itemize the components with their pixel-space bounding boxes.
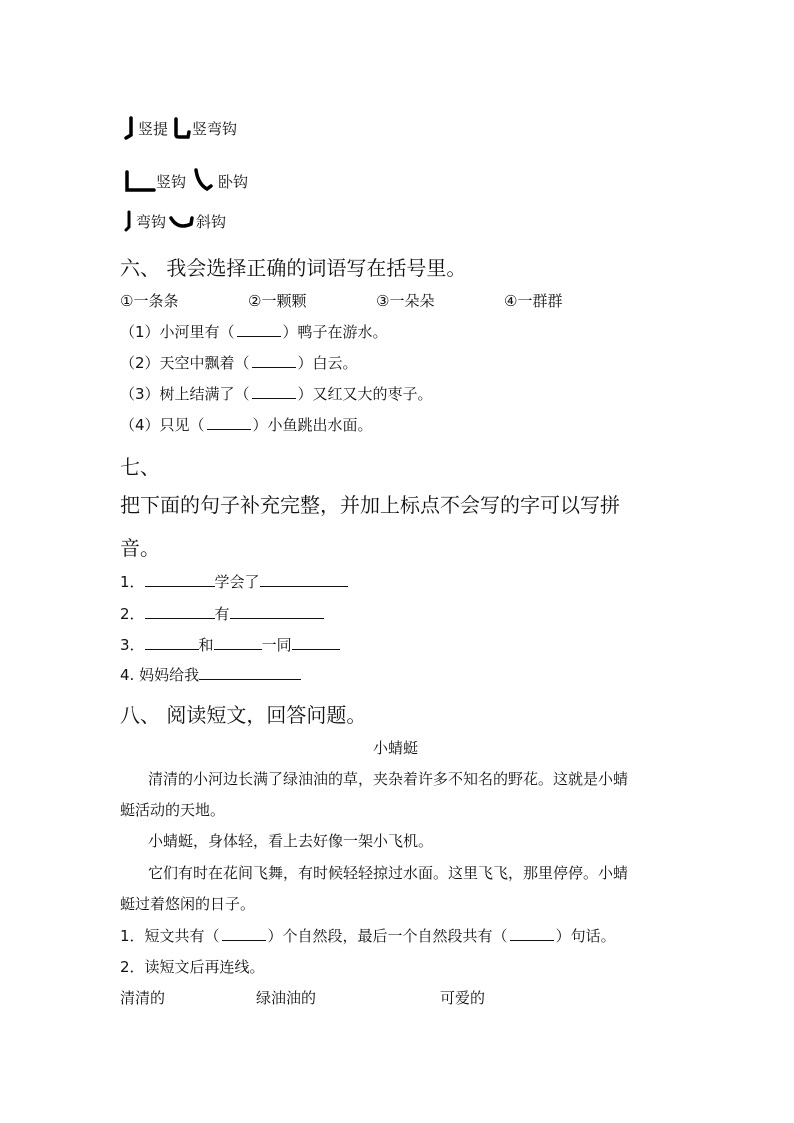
- shu-wan-gou-stroke-icon: [172, 116, 192, 140]
- shu-gou-stroke-icon: [122, 169, 156, 193]
- sentence-text: 有: [214, 605, 230, 623]
- answer-blank[interactable]: [230, 604, 324, 619]
- answer-blank[interactable]: [292, 635, 340, 650]
- answer-blank[interactable]: [145, 604, 215, 619]
- sentence-3: [120, 634, 340, 655]
- option-4: ④一群群: [504, 292, 563, 310]
- sentence-text: 4. 妈妈给我: [120, 666, 200, 684]
- sentence-text: 和: [198, 636, 214, 654]
- question-prefix: （2）天空中飘着（: [120, 354, 250, 372]
- stroke-row-1: [122, 116, 237, 140]
- section7-heading: 七、: [120, 455, 160, 479]
- passage-title: 小蜻蜓: [373, 739, 419, 757]
- stroke-label: 竖提: [138, 119, 169, 138]
- stroke-row-3: [122, 210, 226, 232]
- sentence-2: [120, 603, 324, 624]
- match-item[interactable]: 可爱的: [440, 989, 486, 1007]
- passage-paragraph-cont: 蜓过着悠闲的日子。: [120, 895, 256, 913]
- sentence-number: 3．: [120, 636, 145, 654]
- question-text: ）句话。: [555, 927, 616, 945]
- sentence-text: 一同: [261, 636, 292, 654]
- answer-blank[interactable]: [237, 324, 281, 337]
- question-suffix: ）小鱼跳出水面。: [252, 416, 373, 434]
- question-4: [120, 414, 373, 435]
- answer-blank[interactable]: [510, 928, 554, 941]
- stroke-row-2: [122, 168, 248, 194]
- match-item[interactable]: 绿油油的: [256, 989, 317, 1007]
- option-2: ②一颗颗: [248, 292, 307, 310]
- question-3: [120, 383, 433, 404]
- section8-heading: 八、 阅读短文，回答问题。: [120, 703, 367, 727]
- stroke-label: 竖钩: [156, 172, 187, 191]
- stroke-label: 竖弯钩: [192, 119, 238, 138]
- question-suffix: ）白云。: [297, 354, 358, 372]
- question-text: ）个自然段，最后一个自然段共有（: [267, 927, 508, 945]
- question-suffix: ）鸭子在游水。: [282, 323, 388, 341]
- wo-gou-stroke-icon: [190, 168, 218, 194]
- reading-question-2: 2．读短文后再连线。: [120, 958, 265, 976]
- question-2: [120, 352, 358, 373]
- section7-instruction: 把下面的句子补充完整，并加上标点不会写的字可以写拼: [120, 493, 620, 517]
- answer-blank[interactable]: [252, 386, 296, 399]
- passage-paragraph-cont: 蜓活动的天地。: [120, 801, 226, 819]
- stroke-label: 弯钩: [136, 212, 167, 231]
- passage-paragraph: 清清的小河边长满了绿油油的草，夹杂着许多不知名的野花。这就是小蜻: [148, 770, 629, 788]
- stroke-label: 斜钩: [196, 212, 227, 231]
- question-suffix: ）又红又大的枣子。: [297, 385, 433, 403]
- sentence-number: 1．: [120, 573, 145, 591]
- sentence-number: 2．: [120, 605, 145, 623]
- xie-gou-stroke-icon: [168, 210, 196, 232]
- question-1: [120, 321, 388, 342]
- wan-gou-stroke-icon: [122, 210, 136, 232]
- question-prefix: （4）只见（: [120, 416, 205, 434]
- answer-blank[interactable]: [222, 928, 266, 941]
- passage-paragraph: 它们有时在花间飞舞，有时候轻轻掠过水面。这里飞飞，那里停停。小蜻: [148, 864, 629, 882]
- stroke-label: 卧钩: [218, 172, 249, 191]
- section7-instruction-cont: 音。: [120, 536, 160, 560]
- passage-paragraph: 小蜻蜓，身体轻，看上去好像一架小飞机。: [148, 832, 434, 850]
- answer-blank[interactable]: [145, 635, 199, 650]
- answer-blank[interactable]: [214, 635, 262, 650]
- sentence-text: 学会了: [214, 573, 260, 591]
- section6-heading: 六、 我会选择正确的词语写在括号里。: [120, 256, 467, 280]
- question-prefix: （1）小河里有（: [120, 323, 235, 341]
- answer-blank[interactable]: [260, 572, 348, 587]
- question-text: 1．短文共有（: [120, 927, 220, 945]
- answer-blank[interactable]: [207, 417, 251, 430]
- answer-blank[interactable]: [199, 665, 301, 680]
- shu-ti-stroke-icon: [122, 116, 138, 140]
- sentence-1: [120, 571, 348, 592]
- reading-question-1: [120, 925, 616, 946]
- answer-blank[interactable]: [145, 572, 215, 587]
- option-3: ③一朵朵: [376, 292, 435, 310]
- question-prefix: （3）树上结满了（: [120, 385, 250, 403]
- sentence-4: [120, 664, 301, 685]
- match-item[interactable]: 清清的: [120, 989, 166, 1007]
- option-1: ①一条条: [120, 292, 179, 310]
- answer-blank[interactable]: [252, 355, 296, 368]
